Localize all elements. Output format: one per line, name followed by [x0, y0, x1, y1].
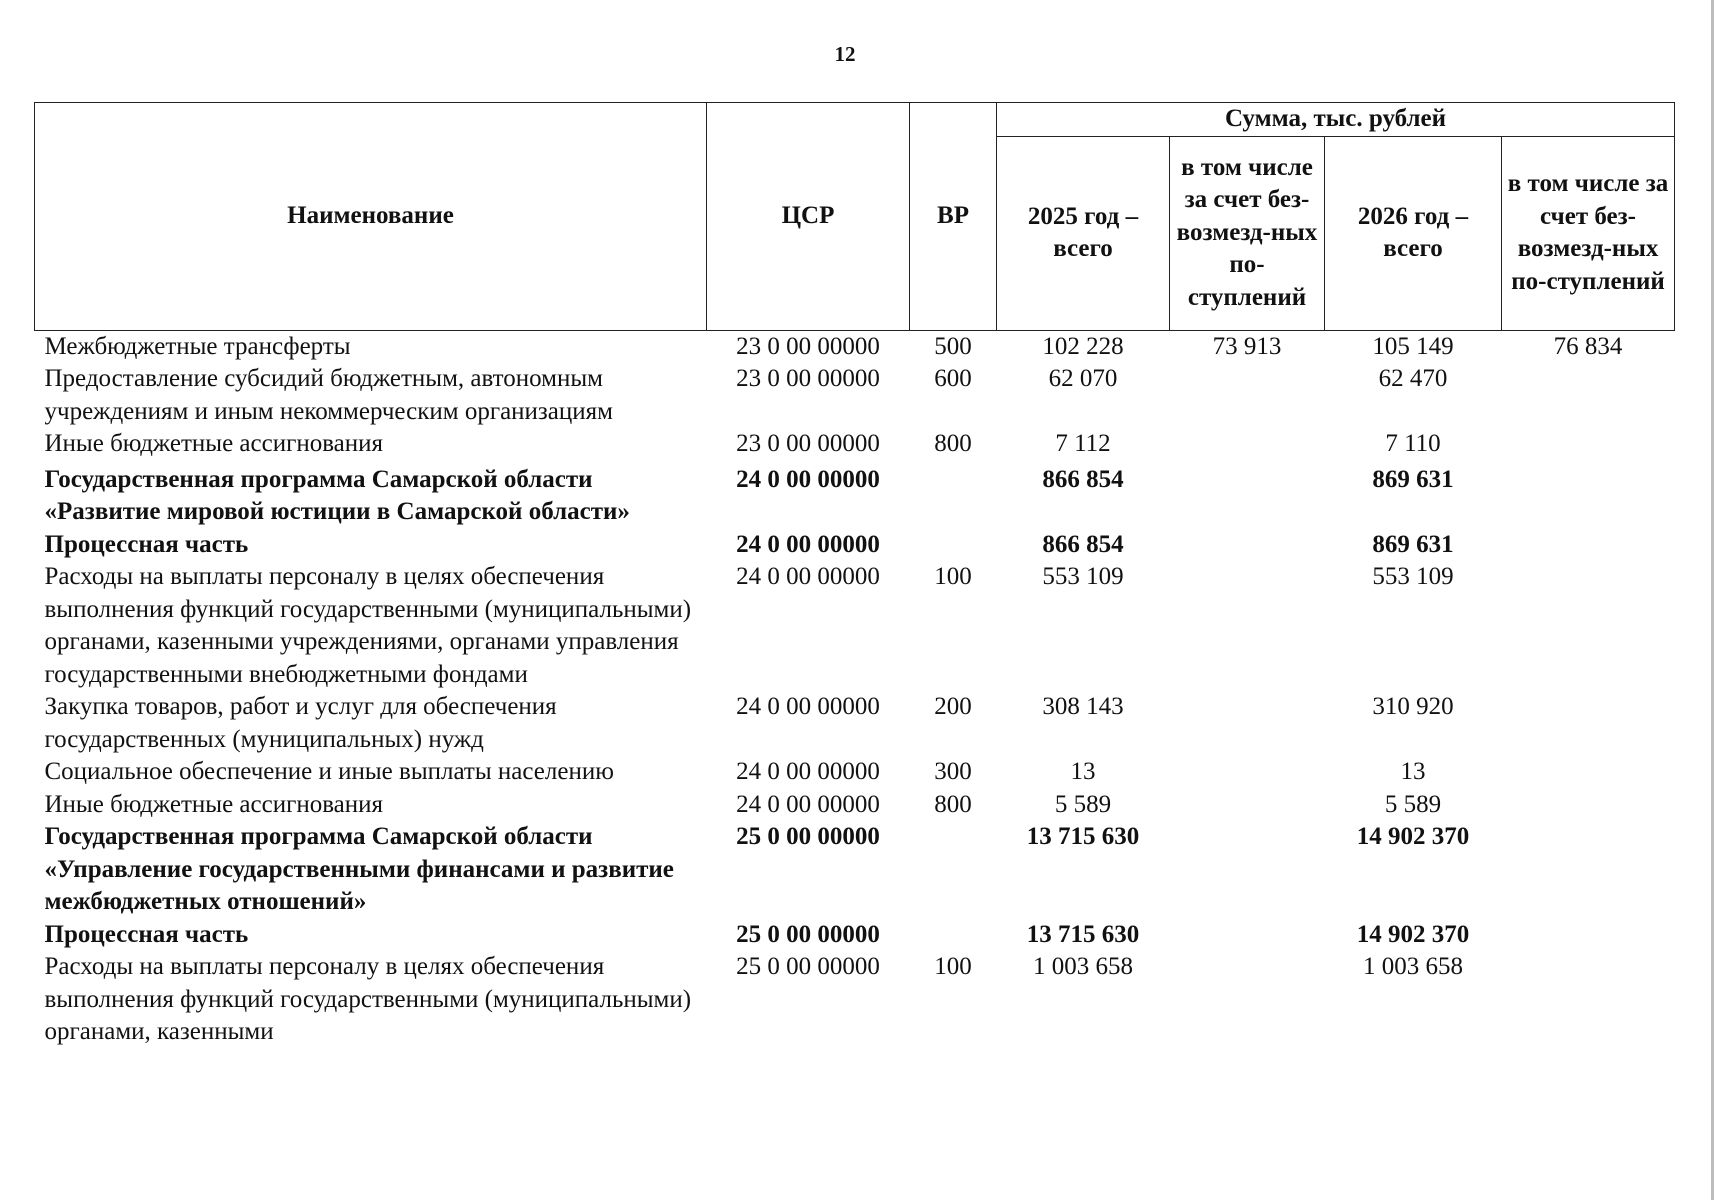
budget-table — [34, 102, 1675, 1049]
table-row — [35, 529, 1675, 562]
cell-2025-total: 866 854 — [1042, 530, 1124, 558]
cell-name: Расходы на выплаты персоналу в целях обеспечения выполнения функций государственными (муниципальными) органами, казенными — [44, 953, 692, 1045]
cell-csr: 25 0 00 00000 — [736, 953, 880, 980]
cell-2026-free — [1502, 919, 1675, 952]
cell-csr: 25 0 00 00000 — [736, 920, 880, 948]
table-row — [35, 821, 1675, 919]
table-row — [35, 919, 1675, 952]
cell-2026-total: 7 110 — [1385, 430, 1441, 457]
table-row — [35, 691, 1675, 756]
cell-name: Иные бюджетные ассигнования — [44, 790, 384, 818]
cell-2025-total: 13 — [1070, 758, 1096, 785]
cell-2025-free — [1170, 756, 1325, 789]
cell-csr: 23 0 00 00000 — [736, 365, 880, 392]
cell-2025-total: 308 143 — [1042, 693, 1124, 720]
cell-2026-total: 869 631 — [1372, 530, 1454, 558]
cell-vr: 600 — [934, 365, 972, 392]
cell-csr: 24 0 00 00000 — [736, 563, 880, 590]
cell-2025-total: 13 715 630 — [1026, 823, 1140, 850]
cell-name: Социальное обеспечение и иные выплаты населению — [44, 758, 614, 785]
cell-vr — [910, 919, 997, 952]
cell-name: Межбюджетные трансферты — [44, 332, 351, 360]
cell-csr: 24 0 00 00000 — [736, 465, 880, 493]
cell-vr: 500 — [934, 332, 972, 360]
cell-2025-total: 866 854 — [1042, 465, 1124, 493]
cell-vr: 100 — [934, 953, 972, 980]
cell-2026-free: 76 834 — [1553, 332, 1623, 360]
cell-2026-free — [1502, 363, 1675, 428]
cell-csr: 25 0 00 00000 — [736, 823, 880, 850]
table-row — [35, 461, 1675, 529]
cell-vr: 300 — [934, 758, 972, 785]
header-2026-total: 2026 год – всего — [1325, 136, 1502, 330]
cell-2025-free — [1170, 461, 1325, 529]
cell-2026-free — [1502, 461, 1675, 529]
cell-2025-free — [1170, 561, 1325, 691]
cell-2026-free — [1502, 529, 1675, 562]
cell-2025-free — [1170, 529, 1325, 562]
cell-vr: 800 — [934, 430, 972, 457]
cell-csr: 24 0 00 00000 — [736, 530, 880, 558]
cell-2026-total: 5 589 — [1384, 790, 1442, 818]
cell-2025-total: 553 109 — [1042, 563, 1124, 590]
cell-csr: 23 0 00 00000 — [736, 430, 880, 457]
cell-2025-total: 102 228 — [1042, 332, 1124, 360]
cell-name: Государственная программа Самарской области «Управление государственными финансами и развитие межбюджетных отношений» — [44, 823, 674, 915]
cell-2026-free — [1502, 561, 1675, 691]
cell-vr: 100 — [934, 563, 972, 590]
cell-vr: 800 — [934, 790, 972, 818]
cell-2025-free — [1170, 821, 1325, 919]
cell-2026-total: 869 631 — [1372, 465, 1454, 493]
cell-name: Расходы на выплаты персоналу в целях обеспечения выполнения функций государственными (муниципальными) органами, казенными учреждениями, органами управления государственными внебюджетными фондами — [44, 563, 692, 688]
cell-2025-total: 62 070 — [1048, 365, 1118, 392]
cell-2025-total: 7 112 — [1055, 430, 1111, 457]
header-2025-free: в том числе за счет без-возмезд-ных по-ступлений — [1170, 136, 1325, 330]
cell-2025-free — [1170, 363, 1325, 428]
cell-2026-free — [1502, 691, 1675, 756]
cell-name: Процессная часть — [44, 920, 249, 948]
cell-vr — [910, 461, 997, 529]
cell-vr — [910, 529, 997, 562]
table-body — [35, 330, 1675, 1049]
cell-2026-total: 105 149 — [1372, 332, 1454, 360]
table-row — [35, 789, 1675, 822]
table-row — [35, 330, 1675, 363]
table-row — [35, 428, 1675, 461]
cell-name: Иные бюджетные ассигнования — [44, 430, 384, 457]
cell-2026-free — [1502, 951, 1675, 1049]
cell-2025-free — [1170, 919, 1325, 952]
table-row — [35, 756, 1675, 789]
cell-2025-total: 13 715 630 — [1026, 920, 1140, 948]
cell-2025-free — [1170, 789, 1325, 822]
cell-2026-total: 14 902 370 — [1356, 920, 1470, 948]
cell-2026-total: 14 902 370 — [1356, 823, 1470, 850]
header-name: Наименование — [35, 103, 707, 331]
header-sum-group: Сумма, тыс. рублей — [997, 103, 1675, 137]
cell-2026-free — [1502, 756, 1675, 789]
cell-2026-total: 553 109 — [1372, 563, 1454, 590]
cell-csr: 24 0 00 00000 — [736, 693, 880, 720]
cell-2026-total: 13 — [1400, 758, 1426, 785]
cell-name: Государственная программа Самарской области «Развитие мировой юстиции в Самарской области» — [44, 465, 630, 525]
cell-name: Процессная часть — [44, 530, 249, 558]
header-csr: ЦСР — [707, 103, 910, 331]
cell-2026-total: 310 920 — [1372, 693, 1454, 720]
cell-csr: 24 0 00 00000 — [736, 758, 880, 785]
budget-table-container — [34, 102, 1674, 1049]
cell-name: Предоставление субсидий бюджетным, автономным учреждениям и иным некоммерческим организациям — [44, 365, 613, 425]
cell-2026-total: 62 470 — [1378, 365, 1448, 392]
cell-2025-total: 5 589 — [1054, 790, 1112, 818]
cell-2026-free — [1502, 821, 1675, 919]
cell-2025-free: 73 913 — [1212, 332, 1282, 360]
table-row — [35, 561, 1675, 691]
table-row — [35, 951, 1675, 1049]
cell-vr — [910, 821, 997, 919]
header-2026-free: в том числе за счет без-возмезд-ных по-ступлений — [1502, 136, 1675, 330]
cell-2025-free — [1170, 691, 1325, 756]
header-2025-total: 2025 год – всего — [997, 136, 1170, 330]
cell-vr: 200 — [934, 693, 972, 720]
cell-2025-total: 1 003 658 — [1033, 953, 1133, 980]
cell-csr: 23 0 00 00000 — [736, 332, 880, 360]
header-vr: ВР — [910, 103, 997, 331]
cell-2025-free — [1170, 951, 1325, 1049]
table-header — [35, 103, 1675, 331]
cell-2026-free — [1502, 428, 1675, 461]
cell-2026-total: 1 003 658 — [1363, 953, 1463, 980]
cell-2026-free — [1502, 789, 1675, 822]
cell-2025-free — [1170, 428, 1325, 461]
cell-csr: 24 0 00 00000 — [736, 790, 880, 818]
page-number: 12 — [834, 42, 856, 66]
table-row — [35, 363, 1675, 428]
cell-name: Закупка товаров, работ и услуг для обеспечения государственных (муниципальных) нужд — [44, 693, 557, 753]
